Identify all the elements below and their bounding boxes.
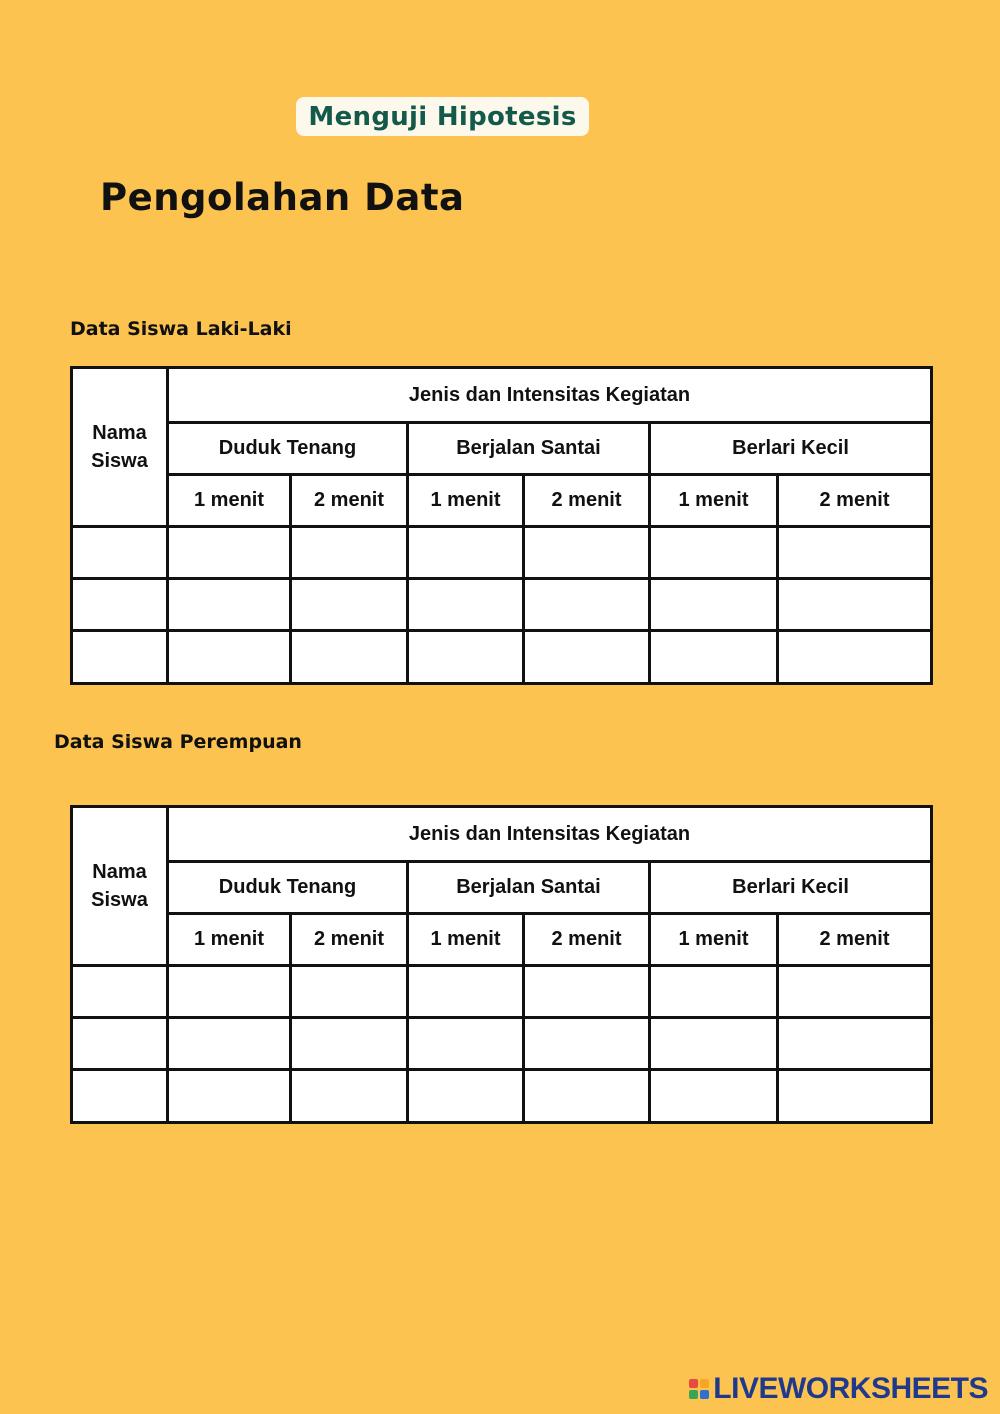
table-cell[interactable] [408,1018,524,1070]
data-table-male [70,366,933,685]
data-table-female [70,805,933,1124]
liveworksheets-logo-icon [689,1379,709,1399]
table-cell[interactable] [72,966,168,1018]
logo-square-icon [689,1390,698,1399]
duration-header: 1 menit [168,914,291,966]
table-cell[interactable] [168,1018,291,1070]
table-row [72,579,932,631]
duration-header: 1 menit [408,475,524,527]
table-cell[interactable] [778,1018,932,1070]
table-cell[interactable] [168,1070,291,1123]
group-header: Jenis dan Intensitas Kegiatan [168,807,932,862]
table-cell[interactable] [72,1018,168,1070]
table-row [72,966,932,1018]
activity-header: Berjalan Santai [408,862,650,914]
table-cell[interactable] [291,579,408,631]
duration-header: 2 menit [524,475,650,527]
table-cell[interactable] [408,579,524,631]
table-cell[interactable] [408,966,524,1018]
table-cell[interactable] [778,631,932,684]
table-row [72,1018,932,1070]
logo-square-icon [700,1390,709,1399]
table-cell[interactable] [168,631,291,684]
table-cell[interactable] [408,527,524,579]
table-cell[interactable] [524,579,650,631]
table-cell[interactable] [168,579,291,631]
section-label-female: Data Siswa Perempuan [54,731,302,753]
logo-square-icon [700,1379,709,1388]
table-cell[interactable] [168,527,291,579]
table-cell[interactable] [650,1018,778,1070]
duration-header: 1 menit [408,914,524,966]
activity-header: Berlari Kecil [650,423,932,475]
page-title: Pengolahan Data [100,176,465,219]
duration-header: 2 menit [778,914,932,966]
duration-header: 1 menit [650,475,778,527]
table-cell[interactable] [650,527,778,579]
duration-header: 2 menit [291,914,408,966]
table-row [72,1070,932,1123]
activity-header: Duduk Tenang [168,862,408,914]
table-cell[interactable] [291,1070,408,1123]
table-cell[interactable] [778,579,932,631]
name-header: Nama Siswa [72,368,168,527]
activity-header: Berlari Kecil [650,862,932,914]
activity-header: Berjalan Santai [408,423,650,475]
worksheet-badge [296,97,589,136]
activity-header: Duduk Tenang [168,423,408,475]
table-row [72,527,932,579]
duration-header: 2 menit [524,914,650,966]
table-cell[interactable] [72,527,168,579]
duration-header: 1 menit [650,914,778,966]
table-cell[interactable] [408,1070,524,1123]
section-label-male: Data Siswa Laki-Laki [70,318,292,340]
table-cell[interactable] [72,631,168,684]
duration-header: 2 menit [291,475,408,527]
table-cell[interactable] [778,1070,932,1123]
table-cell[interactable] [291,1018,408,1070]
table-cell[interactable] [408,631,524,684]
name-header: Nama Siswa [72,807,168,966]
table-cell[interactable] [291,631,408,684]
liveworksheets-watermark [689,1374,988,1404]
table-cell[interactable] [524,1018,650,1070]
table-cell[interactable] [778,527,932,579]
badge-text: Menguji Hipotesis [308,101,577,132]
table-cell[interactable] [524,527,650,579]
duration-header: 2 menit [778,475,932,527]
group-header: Jenis dan Intensitas Kegiatan [168,368,932,423]
table-cell[interactable] [650,966,778,1018]
table-cell[interactable] [650,1070,778,1123]
table-cell[interactable] [168,966,291,1018]
table-cell[interactable] [72,579,168,631]
table-cell[interactable] [291,527,408,579]
table-cell[interactable] [524,1070,650,1123]
duration-header: 1 menit [168,475,291,527]
table-cell[interactable] [524,966,650,1018]
table-cell[interactable] [650,631,778,684]
table-cell[interactable] [778,966,932,1018]
logo-square-icon [689,1379,698,1388]
table-cell[interactable] [524,631,650,684]
table-cell[interactable] [291,966,408,1018]
table-cell[interactable] [72,1070,168,1123]
table-row [72,631,932,684]
watermark-text: LIVEWORKSHEETS [713,1372,988,1405]
table-cell[interactable] [650,579,778,631]
